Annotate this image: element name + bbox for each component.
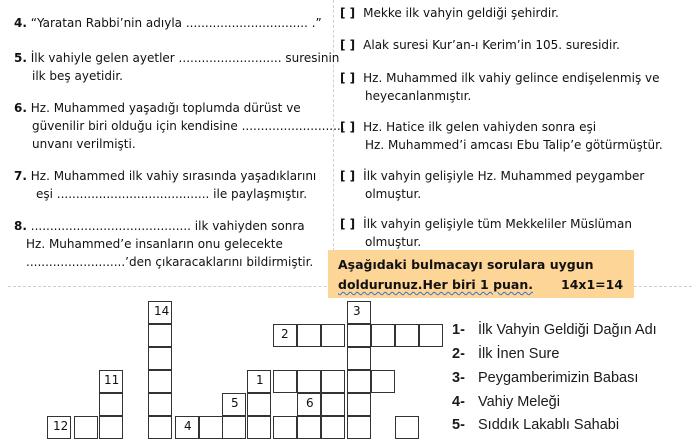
crossword-cell[interactable]: [74, 416, 98, 439]
crossword-cell[interactable]: [297, 416, 321, 439]
crossword-cell[interactable]: [148, 347, 172, 370]
crossword-cell[interactable]: [371, 370, 395, 393]
question-text: Hz. Muhammed yaşadığı toplumda dürüst ve: [30, 101, 301, 115]
question-6: [14, 99, 345, 153]
crossword-number: 4: [184, 419, 192, 433]
crossword-cell[interactable]: [148, 370, 172, 393]
crossword-cell[interactable]: [321, 416, 345, 439]
instruction-points: 14x1=14: [561, 277, 624, 292]
crossword-number: 2: [281, 327, 289, 341]
tf-text: olmuştur.: [365, 235, 422, 249]
tf-text: Hz. Muhammed’i amcası Ebu Talip’e götürmüştür.: [365, 138, 663, 152]
tf-answer-box[interactable]: [ ]: [340, 38, 356, 52]
tf-item-1: [340, 4, 559, 22]
crossword-cell[interactable]: [222, 416, 246, 439]
crossword-number: 3: [353, 304, 361, 318]
crossword-number: 6: [306, 396, 314, 410]
clue-number: 3-: [452, 370, 465, 386]
crossword-cell[interactable]: [321, 393, 345, 416]
instruction-line-1: Aşağıdaki bulmacayı sorulara uygun: [338, 257, 594, 272]
crossword-cell[interactable]: [371, 324, 395, 347]
question-text: unvanı verilmişti.: [32, 137, 136, 151]
instruction-box: [328, 250, 634, 298]
question-number: 8.: [14, 219, 27, 233]
tf-answer-box[interactable]: [ ]: [340, 169, 356, 183]
tf-answer-box[interactable]: [ ]: [340, 120, 356, 134]
clue-2: [452, 346, 559, 362]
crossword-cell[interactable]: [148, 416, 172, 439]
crossword-cell[interactable]: [273, 416, 297, 439]
tf-item-4: [340, 118, 663, 154]
crossword-number: 1: [256, 373, 264, 387]
question-text: ..........................’den çıkaracaklarını bildirmiştir.: [26, 255, 314, 269]
tf-text: İlk vahyin gelişiyle tüm Mekkeliler Müslüman: [363, 217, 632, 231]
crossword-cell[interactable]: [347, 347, 371, 370]
crossword-number: 5: [231, 396, 239, 410]
crossword-cell[interactable]: [347, 393, 371, 416]
crossword-number: 12: [53, 419, 69, 433]
crossword-cell[interactable]: [395, 324, 419, 347]
crossword-cell[interactable]: [99, 416, 123, 439]
tf-text: Hz. Muhammed ilk vahiy gelince endişelenmiş ve: [363, 71, 660, 85]
clue-number: 2-: [452, 346, 465, 362]
tf-text: Alak suresi Kur’an-ı Kerim’in 105. suresidir.: [363, 38, 620, 52]
clue-number: 5-: [452, 417, 465, 433]
clue-4: [452, 394, 560, 410]
crossword-cell[interactable]: [247, 393, 271, 416]
clue-number: 1-: [452, 322, 465, 338]
clue-text: İlk İnen Sure: [478, 346, 560, 362]
crossword-cell[interactable]: [199, 416, 223, 439]
clue-text: Vahiy Meleği: [478, 394, 560, 410]
question-text: Hz. Muhammed’e insanların onu gelecekte: [26, 237, 283, 251]
crossword-cell[interactable]: [273, 370, 297, 393]
tf-item-5: [340, 167, 644, 203]
crossword-cell[interactable]: [297, 370, 321, 393]
clue-1: [452, 322, 657, 338]
crossword-cell[interactable]: [148, 393, 172, 416]
question-5: [14, 49, 339, 85]
tf-item-2: [340, 36, 620, 54]
crossword-cell[interactable]: [321, 370, 345, 393]
question-text: İlk vahiyle gelen ayetler ........................... suresinin: [30, 51, 340, 65]
tf-text: İlk vahyin gelişiyle Hz. Muhammed peygamber: [363, 169, 645, 183]
crossword-cell[interactable]: [148, 324, 172, 347]
tf-text: olmuştur.: [365, 187, 422, 201]
crossword-cell[interactable]: [347, 370, 371, 393]
question-4: [14, 14, 322, 32]
question-text: güvenilir biri olduğu için kendisine ...........................: [32, 119, 345, 133]
instruction-text: doldurunuz.Her biri 1 puan.: [338, 277, 534, 292]
question-number: 5.: [14, 51, 27, 65]
clue-text: Peygamberimizin Babası: [478, 370, 639, 386]
crossword-cell[interactable]: [297, 324, 321, 347]
crossword-cell[interactable]: [419, 324, 443, 347]
clue-number: 4-: [452, 394, 465, 410]
crossword-cell[interactable]: [395, 416, 419, 439]
clue-5: [452, 417, 619, 433]
crossword-cell[interactable]: [347, 416, 371, 439]
tf-item-3: [340, 69, 660, 105]
tf-text: Hz. Hatice ilk gelen vahiyden sonra eşi: [363, 120, 597, 134]
tf-answer-box[interactable]: [ ]: [340, 6, 356, 20]
instruction-line-2: [338, 277, 623, 292]
crossword-number: 14: [154, 304, 170, 318]
question-text: “Yaratan Rabbi’nin adıyla ................................ .”: [30, 16, 322, 30]
question-number: 7.: [14, 169, 27, 183]
tf-text: heyecanlanmıştır.: [365, 89, 472, 103]
question-7: [14, 167, 316, 203]
clue-3: [452, 370, 638, 386]
question-text: eşi ........................................ ile paylaşmıştır.: [36, 187, 308, 201]
tf-item-6: [340, 215, 632, 251]
crossword-number: 11: [104, 373, 120, 387]
tf-answer-box[interactable]: [ ]: [340, 71, 356, 85]
clue-text: İlk Vahyin Geldiği Dağın Adı: [478, 322, 657, 338]
question-number: 4.: [14, 16, 27, 30]
question-text: ilk beş ayetidir.: [32, 69, 123, 83]
clue-text: Sıddık Lakablı Sahabi: [478, 417, 620, 433]
crossword-cell[interactable]: [321, 324, 345, 347]
crossword-cell[interactable]: [247, 416, 271, 439]
question-text: Hz. Muhammed ilk vahiy sırasında yaşadıklarını: [30, 169, 317, 183]
crossword-cell[interactable]: [99, 393, 123, 416]
tf-answer-box[interactable]: [ ]: [340, 217, 356, 231]
question-8: [14, 217, 313, 271]
crossword-cell[interactable]: [347, 324, 371, 347]
tf-text: Mekke ilk vahyin geldiği şehirdir.: [363, 6, 559, 20]
question-number: 6.: [14, 101, 27, 115]
question-text: .......................................... ilk vahiyden sonra: [30, 219, 305, 233]
